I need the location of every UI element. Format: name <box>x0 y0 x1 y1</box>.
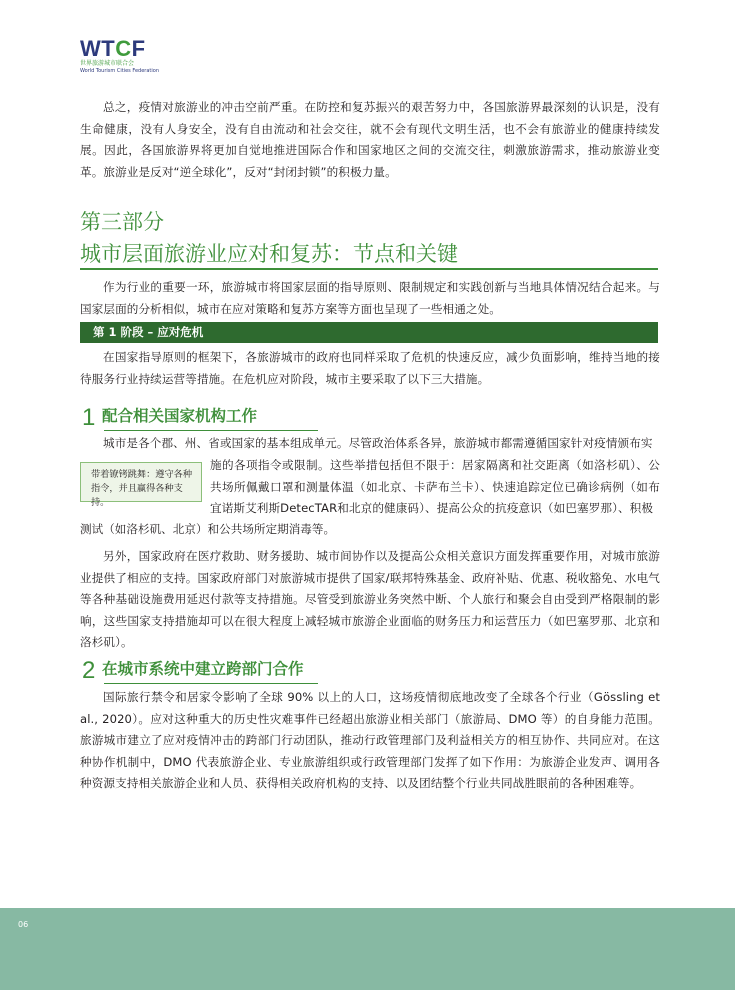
section-2-number: 2 <box>82 657 96 684</box>
part-divider <box>80 268 658 270</box>
stage-1-paragraph: 在国家指导原则的框架下，各旅游城市的政府也同样采取了危机的快速反应，减少负面影响，维持当地的接待服务行业持续运营等措施。在危机应对阶段，城市主要采取了以下三大措施。 <box>80 350 660 386</box>
section-2-paragraph: 国际旅行禁令和居家令影响了全球 90% 以上的人口，这场疫情彻底地改变了全球各个行业（Gössling et al., 2020）。应对这种重大的历史性灾难事件已经超出旅游业相关部门（旅游局、DMO 等）的自身能力范围。旅游城市建立了应对疫情冲击的跨部门行动团队，推动行政管理部门及利益相关方的相互协作、共同应对。在这种协作机制中，DMO 代表旅游企业、专业旅游组织或行政管理部门发挥了如下作用：为旅游企业发声、调用各种资源支持相关旅游企业和人员、获得相关政府机构的支持、以及团结整个行业共同战胜眼前的各种困难等。 <box>80 690 660 791</box>
section-2-underline <box>104 683 318 684</box>
page-number: 06 <box>18 920 29 929</box>
section-1-title: 配合相关国家机构工作 <box>102 407 258 425</box>
part-title-line-2: 城市层面旅游业应对和复苏：节点和关键 <box>80 242 458 266</box>
section-1-wrapped-text: 施的各项指令或限制。这些举措包括但不限于：居家隔离和社交距离（如洛杉矶）、公共场所佩戴口罩和测量体温（如北京、卡萨布兰卡）、快速追踪定位已确诊病例（如布宜诺斯艾利斯DetecTAR和北京的健康码）、提高公众的抗疫意识（如巴塞罗那）、积极 <box>210 458 660 516</box>
wtcf-logo <box>80 38 190 72</box>
logo-chinese-name: 世界旅游城市联合会 <box>80 60 135 67</box>
part-intro-paragraph: 作为行业的重要一环，旅游城市将国家层面的指导原则、限制规定和实践创新与当地具体情况结合起来。与国家层面的分析相似，城市在应对策略和复苏方案等方面也呈现了一些相通之处。 <box>80 280 660 316</box>
part-title <box>80 206 660 270</box>
part-title-line-1: 第三部分 <box>80 210 164 234</box>
section-1-number: 1 <box>82 404 96 431</box>
section-2-title: 在城市系统中建立跨部门合作 <box>102 660 304 678</box>
logo-wordmark: WTCF <box>80 36 146 61</box>
page-footer <box>0 908 735 990</box>
section-1-callout-box: 带着镣铐跳舞：遵守各种指令，并且赢得各种支持。 <box>80 462 202 502</box>
section-1-tail-line: 测试（如洛杉矶、北京）和公共场所定期消毒等。 <box>80 522 336 536</box>
intro-paragraph: 总之，疫情对旅游业的冲击空前严重。在防控和复苏振兴的艰苦努力中，各国旅游界最深刻的认识是，没有生命健康，没有人身安全，没有自由流动和社会交往，就不会有现代文明生活，也不会有旅游业的健康持续发展。因此，各国旅游界将更加自觉地推进国际合作和国家地区之间的交流交往，刺激旅游需求，推动旅游业变革。旅游业是反对“逆全球化”，反对“封闭封锁”的积极力量。 <box>80 100 660 179</box>
section-1-heading <box>80 401 660 431</box>
section-1-underline <box>104 430 318 431</box>
section-1-paragraph-2: 另外，国家政府在医疗救助、财务援助、城市间协作以及提高公众相关意识方面发挥重要作用，对城市旅游业提供了相应的支持。国家政府部门对旅游城市提供了国家/联邦特殊基金、政府补贴、优惠、税收豁免、水电气等各种基础设施费用延迟付款等支持措施。尽管受到旅游业务突然中断、个人旅行和聚会自由受到严格限制的影响，这些国家支持措施却可以在很大程度上减轻城市旅游企业面临的财务压力和运营压力（如巴塞罗那、北京和洛杉矶）。 <box>80 549 660 650</box>
section-2-heading <box>80 654 660 684</box>
logo-english-name: World Tourism Cities Federation <box>80 68 159 74</box>
stage-1-bar: 第 1 阶段 – 应对危机 <box>80 322 658 343</box>
section-1-lead-line: 城市是各个郡、州、省或国家的基本组成单元。尽管政治体系各异，旅游城市都需遵循国家针对疫情颁布实 <box>103 436 653 450</box>
